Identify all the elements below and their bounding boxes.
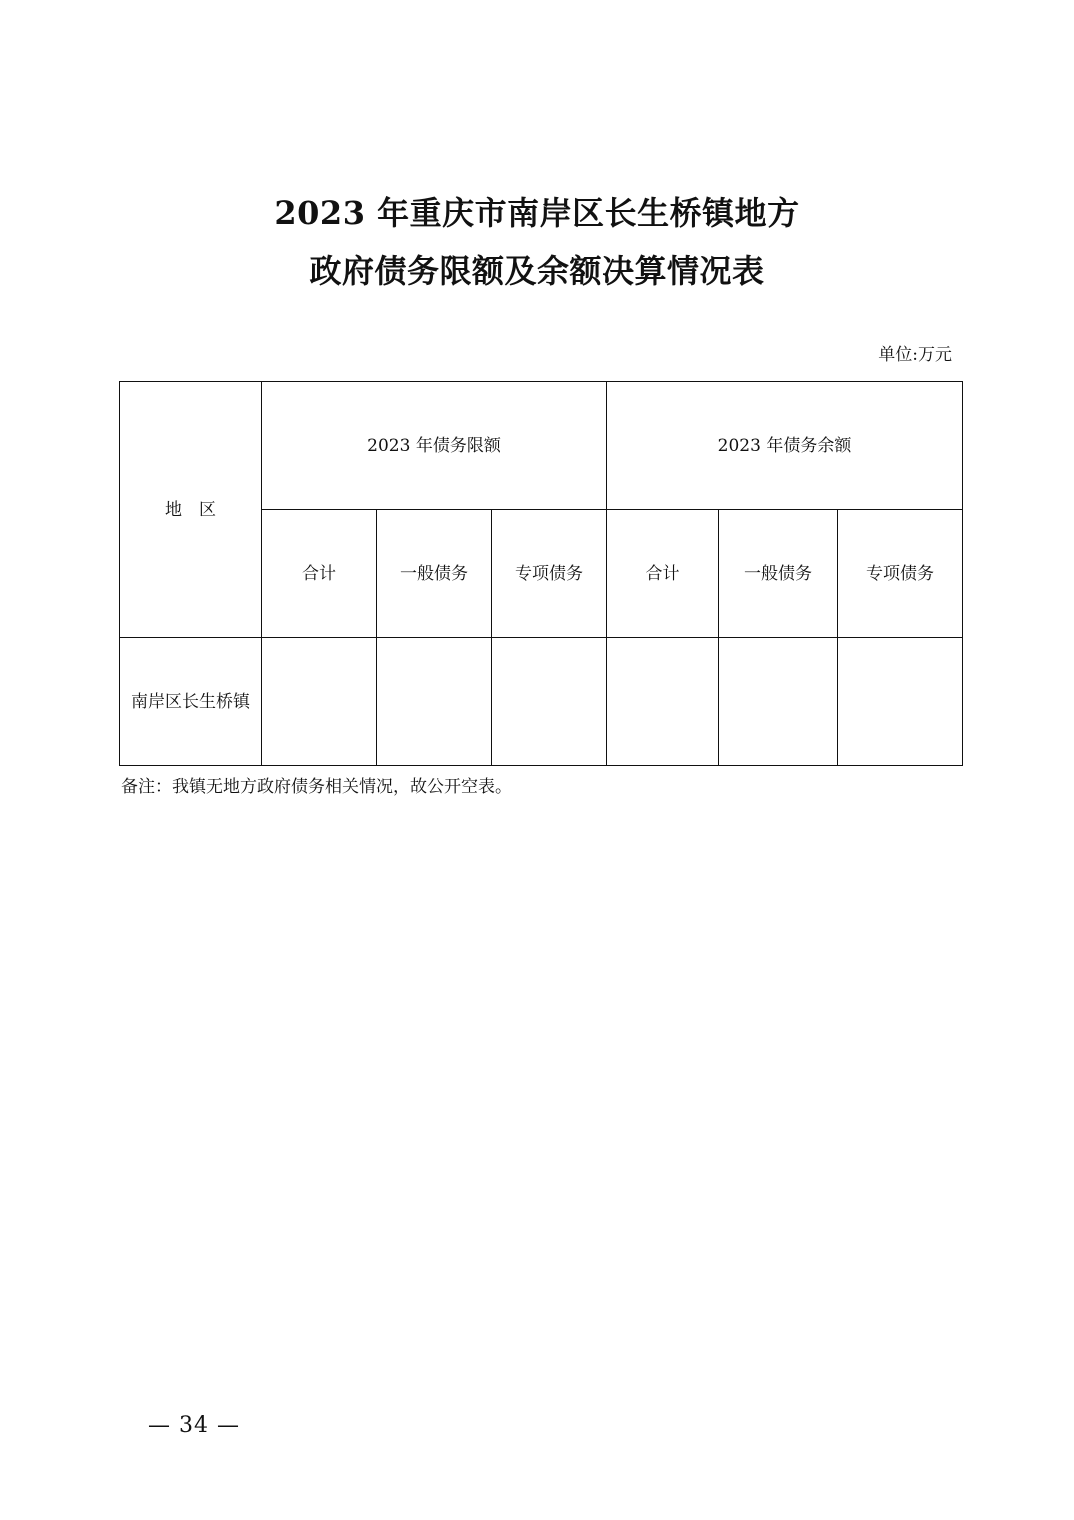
balance-general-debt-header: 一般债务 [719,510,838,638]
region-header: 地 区 [120,382,262,638]
remark-note: 备注：我镇无地方政府债务相关情况，故公开空表。 [121,777,512,797]
limit-special-debt-cell [492,638,607,766]
debt-balance-group-header: 2023 年债务余额 [607,382,963,510]
table-header-row-1 [120,382,963,510]
table-row [120,638,963,766]
balance-total-header: 合计 [607,510,719,638]
balance-general-debt-cell [719,638,838,766]
balance-special-debt-cell [838,638,963,766]
unit-label: 单位:万元 [878,345,952,365]
document-title-line-1: 2023 年重庆市南岸区长生桥镇地方 [274,194,800,232]
limit-general-debt-cell [377,638,492,766]
limit-special-debt-header: 专项债务 [492,510,607,638]
limit-total-cell [262,638,377,766]
debt-table [119,381,963,766]
limit-total-header: 合计 [262,510,377,638]
balance-total-cell [607,638,719,766]
limit-general-debt-header: 一般债务 [377,510,492,638]
page-number: — 34 — [148,1413,240,1438]
region-cell: 南岸区长生桥镇 [120,638,262,766]
debt-limit-group-header: 2023 年债务限额 [262,382,607,510]
balance-special-debt-header: 专项债务 [838,510,963,638]
document-title-line-2: 政府债务限额及余额决算情况表 [309,252,765,290]
